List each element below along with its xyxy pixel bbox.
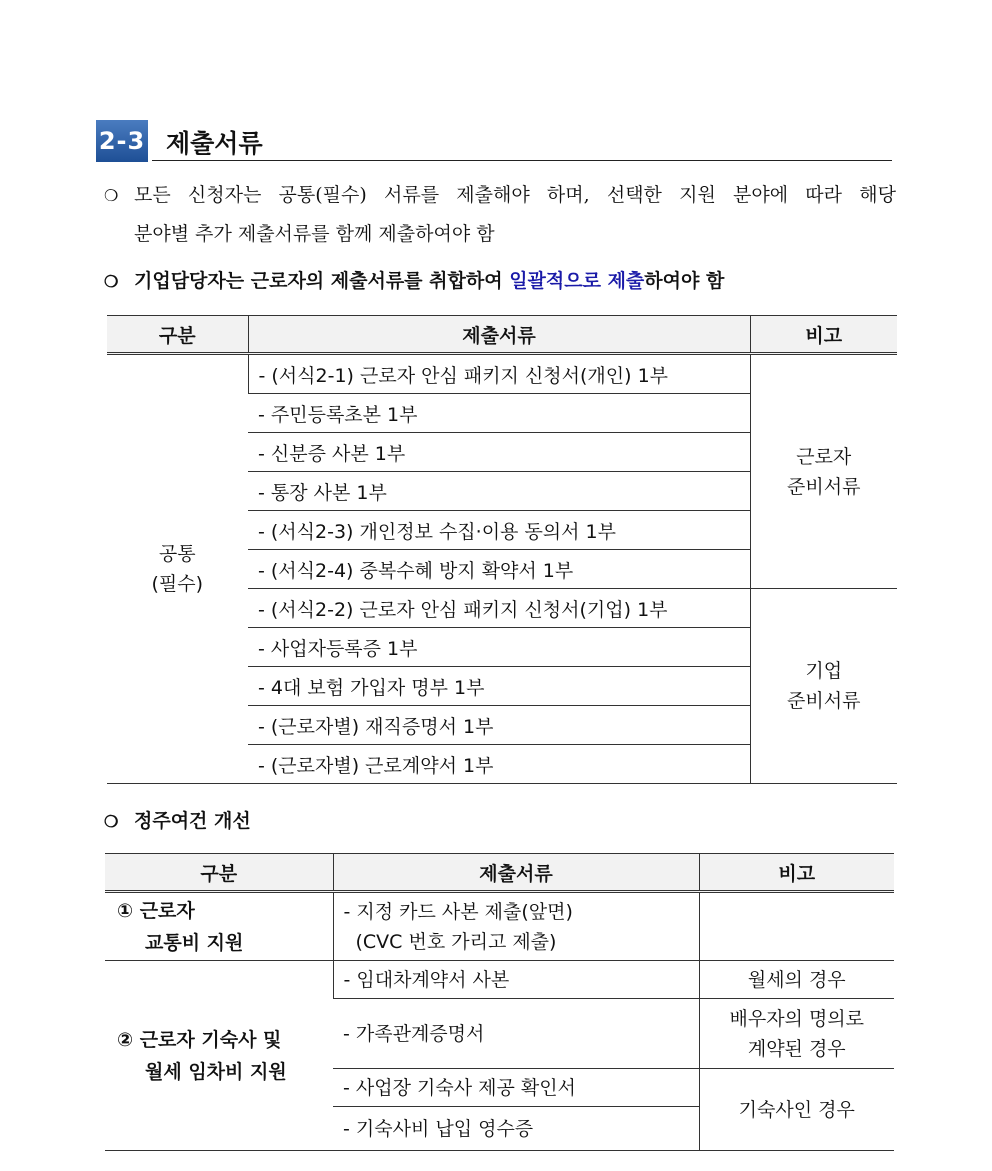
document-cell: - (서식2-2) 근로자 안심 패키지 신청서(기업) 1부 — [248, 589, 750, 628]
bullet-text-end: 하여야 함 — [644, 270, 725, 292]
note-cell: 기숙사인 경우 — [699, 1069, 894, 1151]
document-cell: - 임대차계약서 사본 — [333, 961, 699, 999]
bullet-line-1 — [104, 176, 896, 215]
header-note: 비고 — [699, 854, 894, 892]
bullet-word: 공통(필수) — [278, 184, 367, 206]
header-category: 구분 — [105, 854, 333, 892]
table-row — [107, 354, 897, 394]
document-cell: - 사업자등록증 1부 — [248, 628, 750, 667]
header-category: 구분 — [107, 316, 248, 354]
bullet-word: 지원 — [679, 184, 716, 206]
note-cell: 월세의 경우 — [699, 961, 894, 999]
document-cell: - (서식2-3) 개인정보 수집·이용 동의서 1부 — [248, 511, 750, 550]
table-row — [105, 961, 894, 999]
section-title: 제출서류 — [166, 129, 263, 158]
note-cell-worker: 근로자 준비서류 — [750, 354, 897, 589]
table-header-row — [105, 854, 894, 892]
document-cell: - 주민등록초본 1부 — [248, 394, 750, 433]
document-cell: - 통장 사본 1부 — [248, 472, 750, 511]
bullet-living-conditions — [104, 802, 251, 841]
document-cell: - 4대 보험 가입자 명부 1부 — [248, 667, 750, 706]
bullet-text: 기업담당자는 근로자의 제출서류를 취합하여 — [134, 270, 510, 292]
common-documents-table — [107, 315, 897, 784]
bullet-word: 선택한 — [606, 184, 662, 206]
document-cell: - (근로자별) 근로계약서 1부 — [248, 745, 750, 784]
bullet-text: 정주여건 개선 — [134, 810, 251, 832]
document-cell: - (서식2-4) 중복수혜 방지 확약서 1부 — [248, 550, 750, 589]
bullet-circle-icon: ❍ — [104, 272, 119, 291]
document-cell: - 가족관계증명서 — [333, 999, 699, 1069]
bullet-word: 해당 — [859, 184, 896, 206]
document-cell: - 기숙사비 납입 영수증 — [333, 1107, 699, 1151]
header-documents: 제출서류 — [248, 316, 750, 354]
section-number-badge: 2-3 — [96, 120, 148, 162]
document-cell: - 지정 카드 사본 제출(앞면) (CVC 번호 가리고 제출) — [333, 892, 699, 961]
note-cell: 배우자의 명의로 계약된 경우 — [699, 999, 894, 1069]
table-row — [105, 892, 894, 961]
bullet-word: 서류를 — [384, 184, 440, 206]
bullet-word: 제출해야 — [456, 184, 530, 206]
category-cell: 공통 (필수) — [107, 354, 248, 784]
bullet-line-2: 분야별 추가 제출서류를 함께 제출하여야 함 — [134, 223, 495, 245]
bullet-circle-icon: ❍ — [104, 812, 119, 831]
bullet-all-applicants — [104, 176, 896, 253]
section-header — [96, 120, 892, 164]
living-conditions-table — [105, 853, 894, 1151]
bullet-word: 분야에 — [733, 184, 789, 206]
document-cell: - 신분증 사본 1부 — [248, 433, 750, 472]
category-transport: ① 근로자 교통비 지원 — [105, 892, 333, 961]
table-header-row — [107, 316, 897, 354]
bullet-circle-icon: ❍ 모든 — [104, 184, 171, 206]
document-cell: - 사업장 기숙사 제공 확인서 — [333, 1069, 699, 1107]
document-cell: - (서식2-1) 근로자 안심 패키지 신청서(개인) 1부 — [248, 354, 750, 394]
category-dormitory: ② 근로자 기숙사 및 월세 임차비 지원 — [105, 961, 333, 1151]
note-cell-company: 기업 준비서류 — [750, 589, 897, 784]
bullet-word: 하며, — [546, 184, 590, 206]
bullet-word: 신청자는 — [187, 184, 262, 206]
document-cell: - (근로자별) 재직증명서 1부 — [248, 706, 750, 745]
section-underline — [152, 160, 892, 161]
header-note: 비고 — [750, 316, 897, 354]
bullet-company-manager — [104, 262, 724, 301]
bullet-emphasis: 일괄적으로 제출 — [509, 270, 645, 292]
bullet-word: 따라 — [805, 184, 843, 206]
header-documents: 제출서류 — [333, 854, 699, 892]
note-cell — [699, 892, 894, 961]
